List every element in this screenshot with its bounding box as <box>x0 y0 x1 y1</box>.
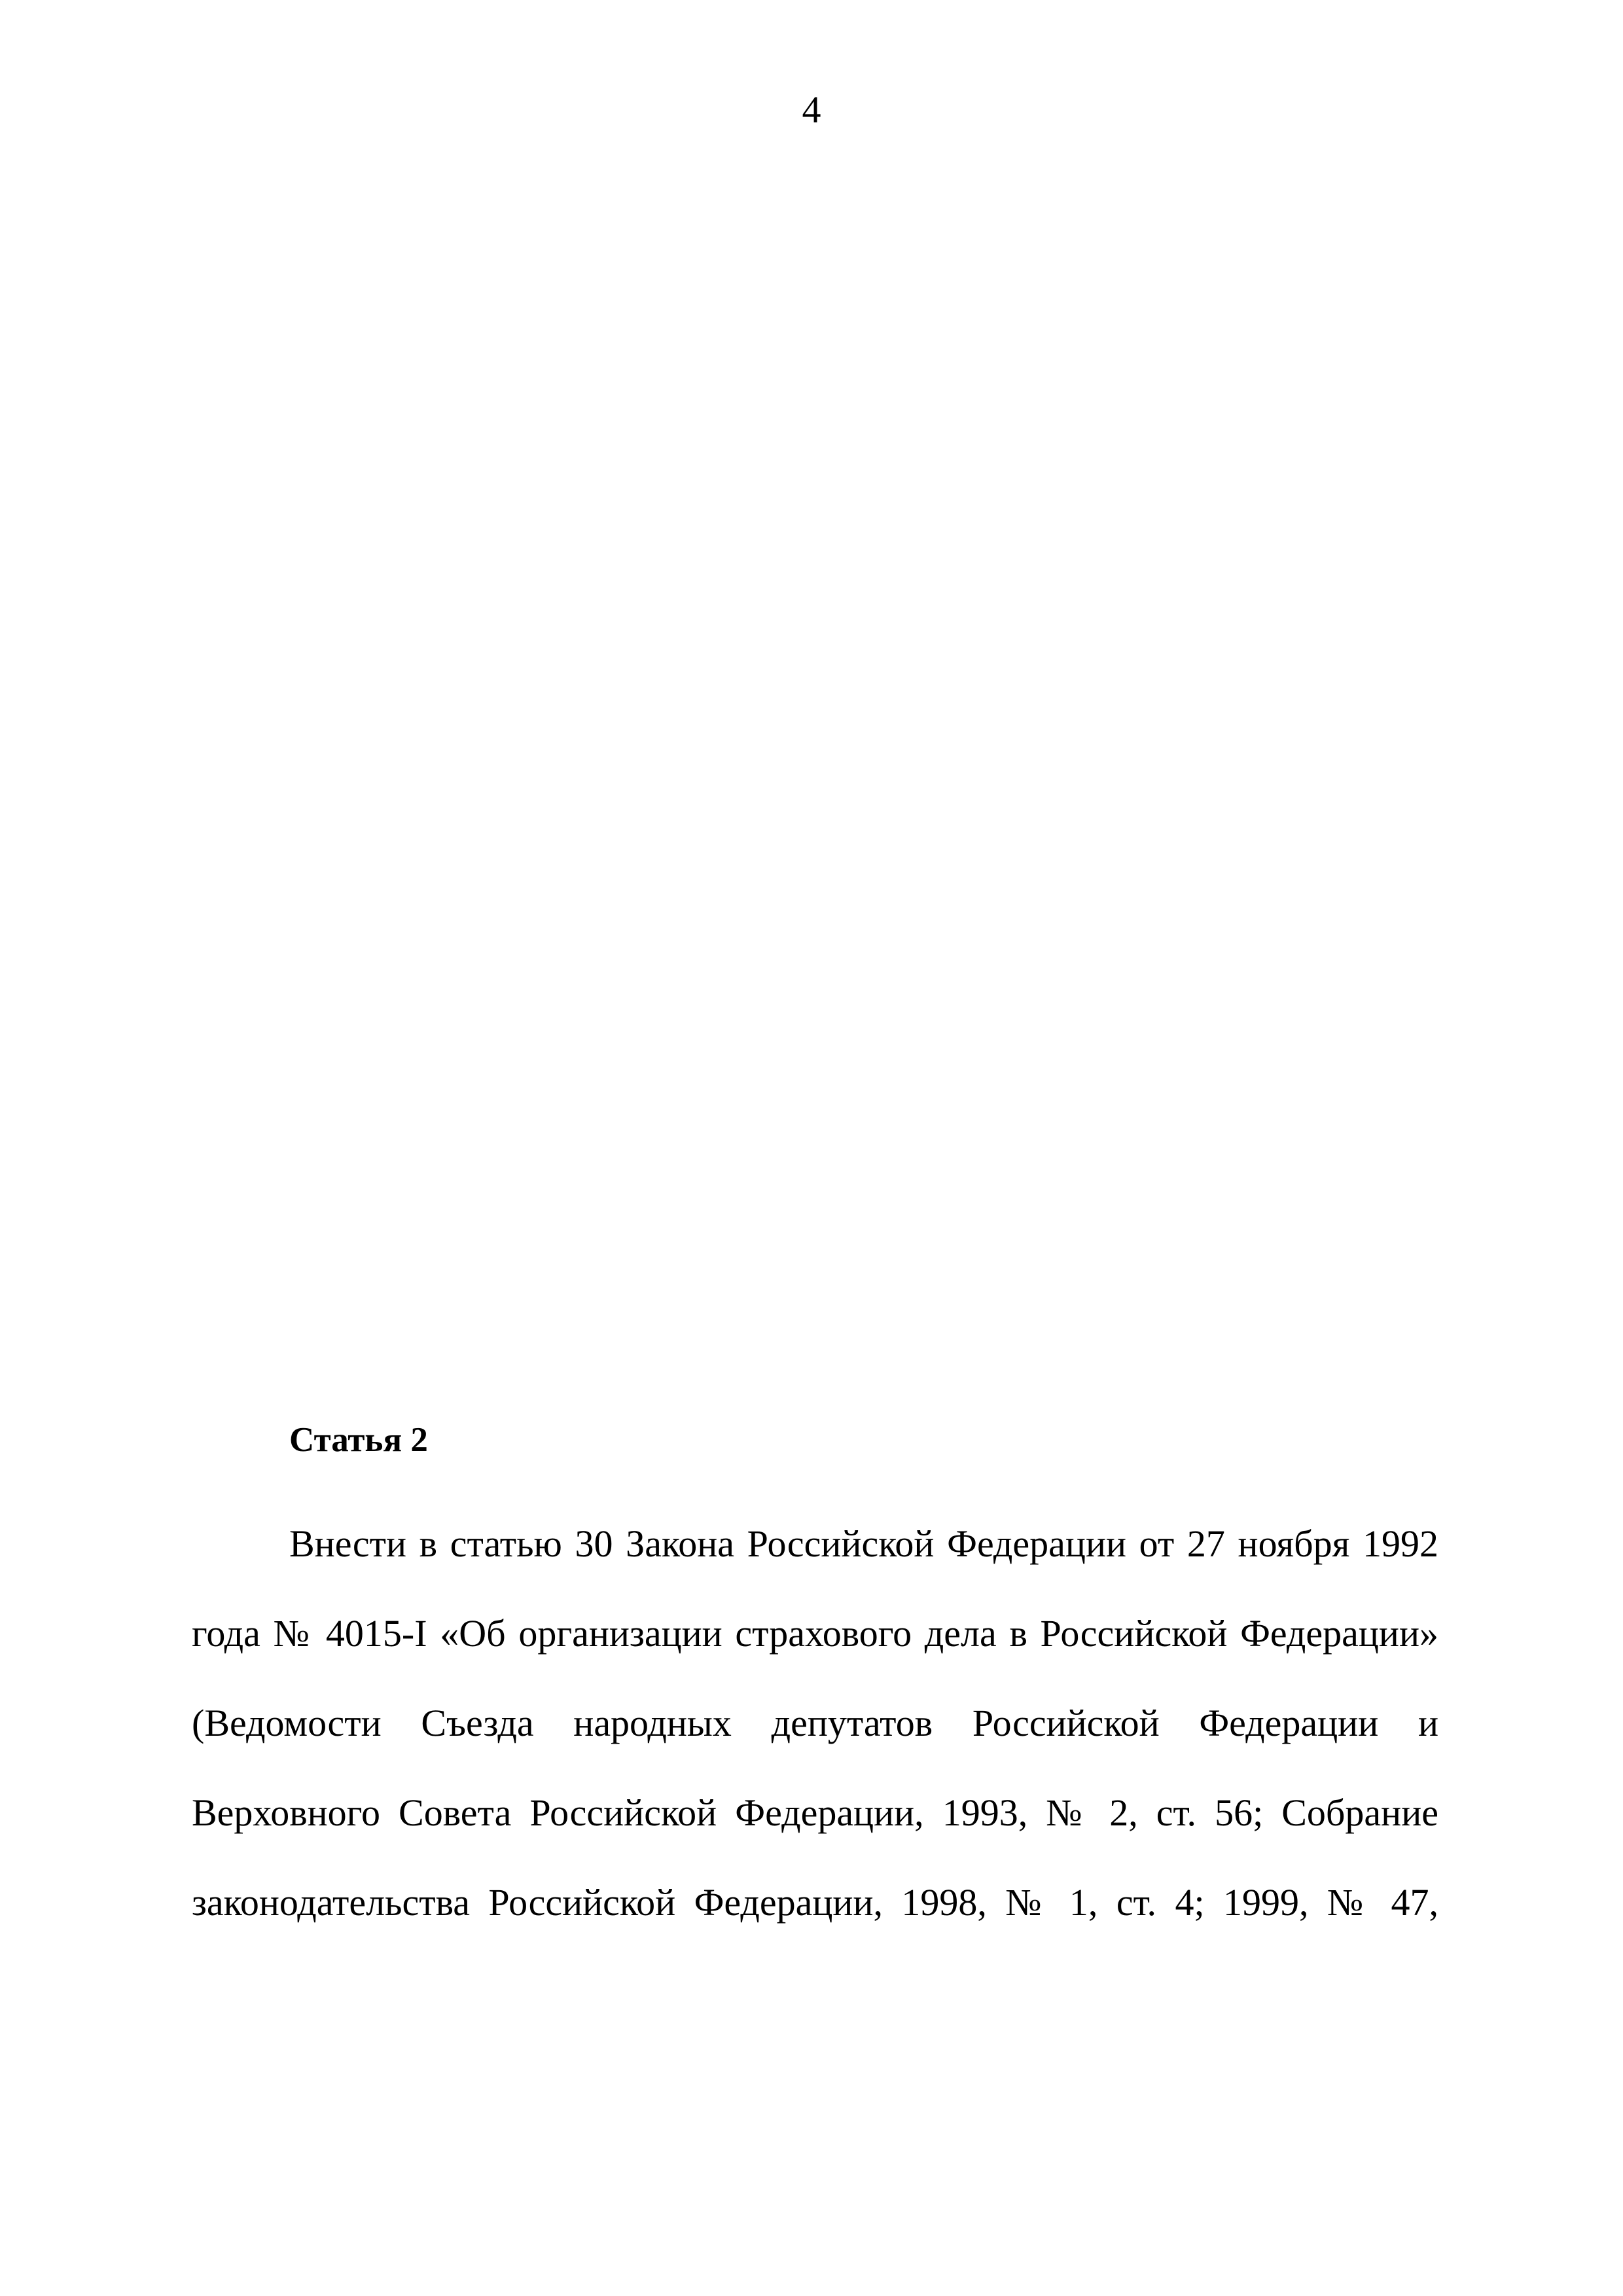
paragraph-line: законодательства Российской Федерации, 1998, № 1, ст. 4; 1999, № 47, <box>192 1881 1438 1924</box>
article-body <box>192 1499 1438 1947</box>
paragraph-line: года № 4015-I «Об организации страхового дела в Российской Федерации» <box>192 1612 1438 1655</box>
paragraph-line: Верховного Совета Российской Федерации, 1993, № 2, ст. 56; Собрание <box>192 1791 1438 1834</box>
paragraph-line: Внести в статью 30 Закона Российской Федерации от 27 ноября 1992 <box>289 1522 1438 1565</box>
article-title: Статья 2 <box>289 1421 428 1459</box>
paragraph-line: (Ведомости Съезда народных депутатов Российской Федерации и <box>192 1702 1438 1744</box>
page-number: 4 <box>802 88 821 131</box>
